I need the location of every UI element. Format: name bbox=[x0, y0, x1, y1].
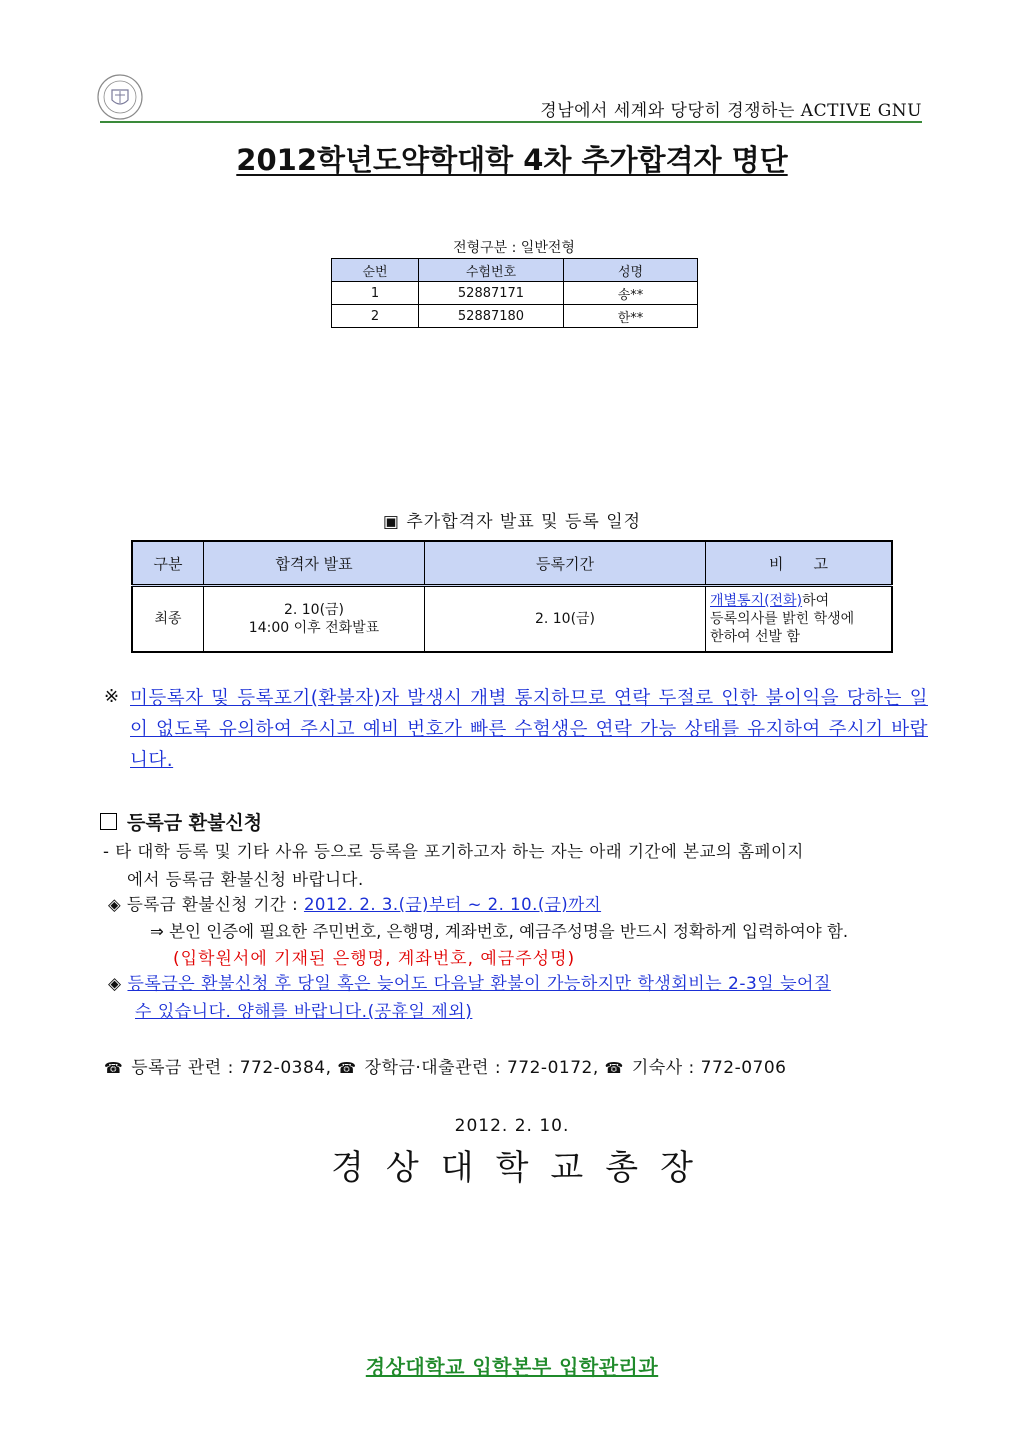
slogan: 경남에서 세계와 당당히 경쟁하는 ACTIVE GNU bbox=[540, 101, 922, 121]
footer-department: 경상대학교 입학본부 입학관리과 bbox=[365, 1355, 659, 1379]
refund-time-line: 등록금은 환불신청 후 당일 혹은 늦어도 다음날 환불이 가능하지만 학생회비는 2-3일 늦어질 bbox=[127, 974, 831, 994]
announce-cell bbox=[204, 586, 425, 653]
remark-text: 등록의사를 밝힌 학생에 bbox=[710, 611, 855, 627]
refund-desc-line: 에서 등록금 환불신청 바랍니다. bbox=[127, 870, 364, 889]
notice-text: 미등록자 및 등록포기(환불자)자 발생시 개별 통지하므로 연락 두절로 인한 불이익을 당하는 일이 없도록 유의하여 주시고 예비 번호가 빠른 수험생은 연락 가능 상태를 유지하여 주시기 바랍니다. bbox=[130, 688, 928, 771]
identity-note: ⇒ 본인 인증에 필요한 주민번호, 은행명, 계좌번호, 예금주성명을 반드시 정확하게 입력하여야 함. bbox=[150, 922, 849, 941]
column-header: 성명 bbox=[564, 259, 698, 282]
refund-heading: 등록금 환불신청 bbox=[100, 808, 262, 835]
admit-list-table bbox=[331, 258, 698, 328]
remark-text: 한하여 선발 함 bbox=[710, 629, 801, 645]
phone-icon: ☎ bbox=[104, 1059, 124, 1077]
column-header: 순번 bbox=[332, 259, 419, 282]
screening-type-label: 전형구분 : 일반전형 bbox=[453, 240, 575, 256]
header-divider bbox=[100, 121, 922, 123]
table-cell: 송** bbox=[564, 282, 698, 305]
individual-notice-text: 개별통지(전화) bbox=[710, 593, 803, 609]
refund-time-note bbox=[108, 970, 928, 1026]
period-cell: 2. 10(금) bbox=[425, 586, 706, 653]
column-header: 등록기간 bbox=[425, 541, 706, 586]
issue-date: 2012. 2. 10. bbox=[454, 1116, 570, 1136]
refund-period-value: 2012. 2. 3.(금)부터 ~ 2. 10.(금)까지 bbox=[303, 895, 602, 914]
schedule-table bbox=[131, 540, 893, 653]
category-cell: 최종 bbox=[132, 586, 204, 653]
phone-icon: ☎ bbox=[337, 1059, 357, 1077]
refund-time-line: 수 있습니다. 양해를 바랍니다.(공휴일 제외) bbox=[135, 1002, 473, 1022]
remark-cell bbox=[706, 586, 893, 653]
refund-description bbox=[103, 838, 925, 894]
table-cell: 한** bbox=[564, 305, 698, 328]
table-header-row bbox=[332, 259, 698, 282]
column-header: 수험번호 bbox=[419, 259, 564, 282]
announce-time: 14:00 이후 전화발표 bbox=[248, 620, 380, 636]
table-row bbox=[332, 282, 698, 305]
table-cell: 52887180 bbox=[419, 305, 564, 328]
university-seal-logo bbox=[96, 73, 144, 121]
contact-info bbox=[104, 1053, 787, 1078]
column-header: 합격자 발표 bbox=[204, 541, 425, 586]
notice-mark: ※ bbox=[104, 686, 120, 707]
column-header: 구분 bbox=[132, 541, 204, 586]
account-info-note: (입학원서에 기재된 은행명, 계좌번호, 예금주성명) bbox=[173, 949, 576, 969]
president-signature: 경상대학교총장 bbox=[331, 1148, 715, 1188]
schedule-title: ▣ 추가합격자 발표 및 등록 일정 bbox=[382, 512, 642, 532]
column-header: 비 고 bbox=[706, 541, 893, 586]
table-cell: 2 bbox=[332, 305, 419, 328]
table-row bbox=[332, 305, 698, 328]
remark-text: 하여 bbox=[802, 593, 830, 609]
table-header-row bbox=[132, 541, 892, 586]
announce-date: 2. 10(금) bbox=[283, 602, 345, 618]
phone-icon: ☎ bbox=[604, 1059, 624, 1077]
table-cell: 52887171 bbox=[419, 282, 564, 305]
diamond-bullet: ◈ bbox=[108, 974, 122, 994]
refund-period: ◈ 등록금 환불신청 기간 : 2012. 2. 3.(금)부터 ~ 2. 10.(금)까지 bbox=[108, 895, 602, 914]
refund-desc-line: - 타 대학 등록 및 기타 사유 등으로 등록을 포기하고자 하는 자는 아래 기간에 본교의 홈페이지 bbox=[103, 842, 804, 861]
table-cell: 1 bbox=[332, 282, 419, 305]
checkbox-square-icon bbox=[100, 813, 117, 830]
dorm-contact: 기숙사 : 772-0706 bbox=[631, 1058, 787, 1078]
table-row bbox=[132, 586, 892, 653]
page-title: 2012학년도약학대학 4차 추가합격자 명단 bbox=[236, 143, 788, 177]
tuition-contact: 등록금 관련 : 772-0384, bbox=[131, 1058, 332, 1078]
scholarship-contact: 장학금·대출관련 : 772-0172, bbox=[364, 1058, 599, 1078]
